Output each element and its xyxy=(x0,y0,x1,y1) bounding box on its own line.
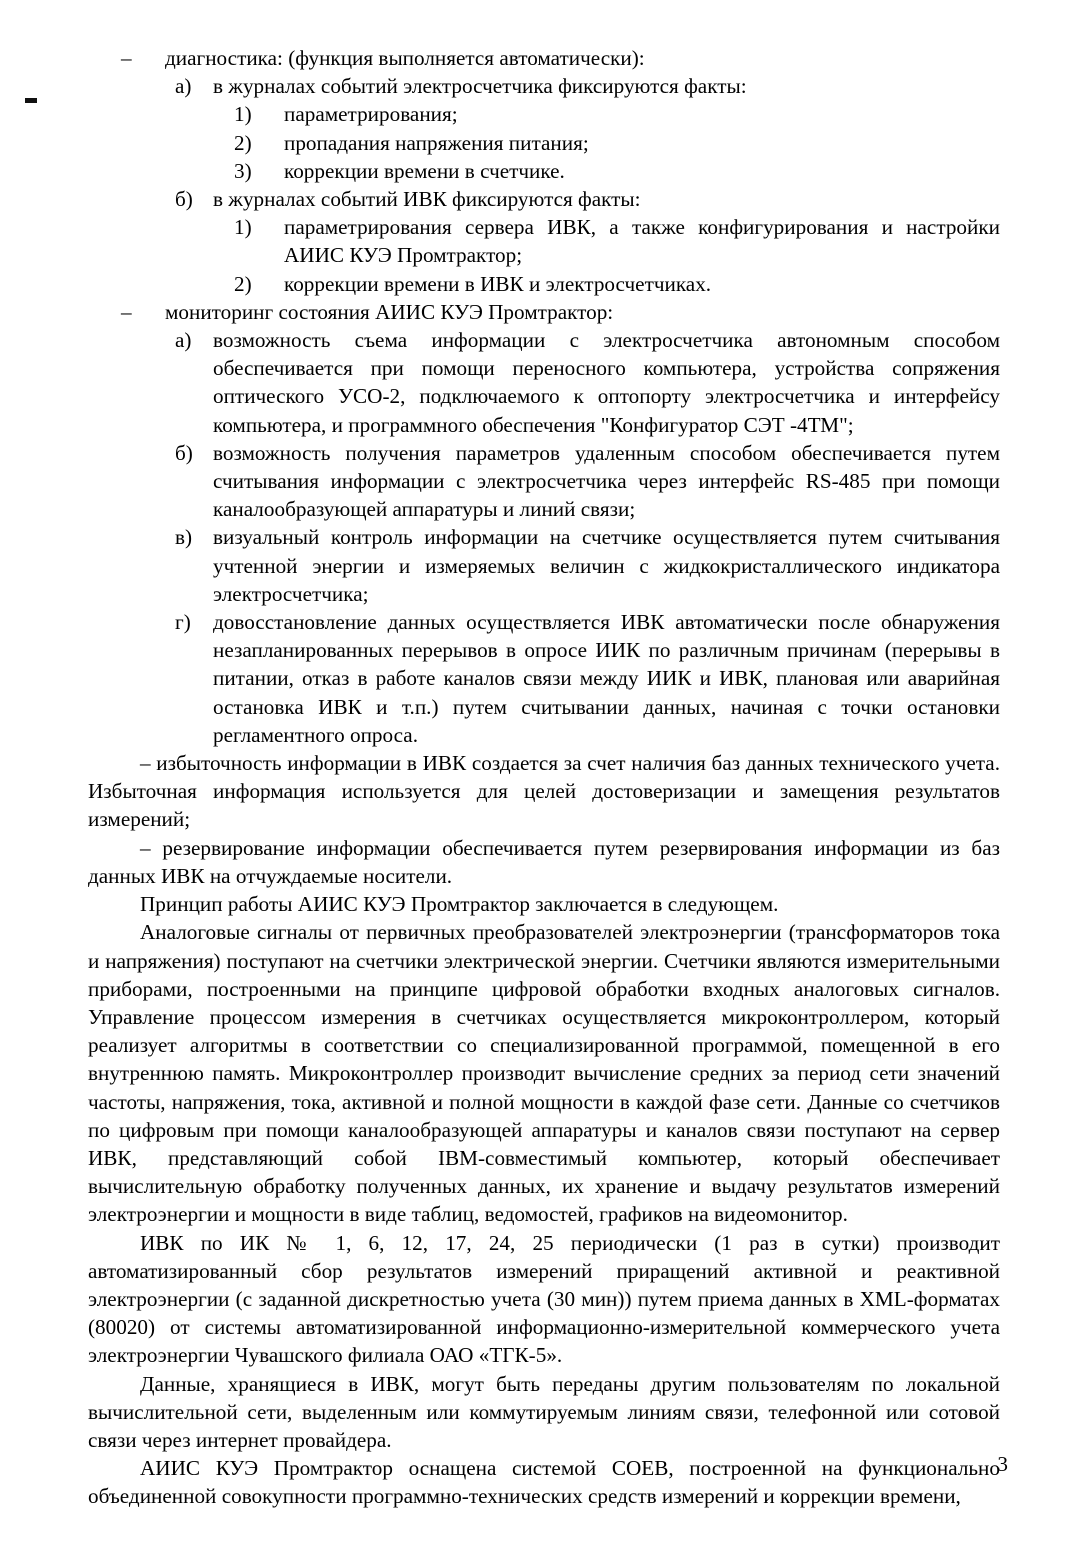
scan-artifact-mark xyxy=(25,98,37,103)
list-item-number xyxy=(88,157,1000,185)
paragraph: Принцип работы АИИС КУЭ Промтрактор заключается в следующем. xyxy=(140,892,779,917)
list-item-number xyxy=(88,270,1000,298)
list-item-text: пропадания напряжения питания; xyxy=(284,130,589,155)
list-item-text: возможность съема информации с электросчетчика автономным способом обеспечивается при помощи переносного компьютера, устройства сопряжения оптического УСО-2, подключаемого к оптопорту электросчетчика и интерфейсу компьютера, и программного обеспечения "Конфигуратор СЭТ -4ТМ"; xyxy=(213,328,1000,437)
list-item-text: мониторинг состояния АИИС КУЭ Промтрактор: xyxy=(165,299,614,324)
page-number: 3 xyxy=(997,1452,1008,1476)
list-item-text: возможность получения параметров удаленным способом обеспечивается путем считывания информации с электросчетчика через интерфейс RS-485 при помощи каналообразующей аппаратуры и линий связи; xyxy=(213,440,1000,522)
list-marker: – xyxy=(121,46,132,70)
paragraph: Данные, хранящиеся в ИВК, могут быть переданы другим пользователям по локальной вычислительной сети, выделенным или коммутируемым линиям связи, телефонной или сотовой связи через интернет провайдера. xyxy=(88,1371,1000,1452)
list-item-letter xyxy=(88,72,1000,100)
list-marker: 1) xyxy=(234,102,252,127)
list-item-letter xyxy=(88,326,1000,439)
list-item-text: параметрирования сервера ИВК, а также конфигурирования и настройки АИИС КУЭ Промтрактор; xyxy=(284,215,1000,268)
list-item-text: диагностика: (функция выполняется автоматически): xyxy=(165,46,645,70)
list-item-number xyxy=(88,100,1000,128)
paragraph-dash: – избыточность информации в ИВК создается за счет наличия баз данных технического учета. Избыточная информация используется для целей достоверизации и замещения результатов измерений; xyxy=(88,751,1000,832)
list-marker: – xyxy=(121,299,132,324)
list-marker: 2) xyxy=(234,271,252,296)
list-item-text: в журналах событий электросчетчика фиксируются факты: xyxy=(213,74,747,99)
list-item-text: коррекции времени в счетчике. xyxy=(284,158,565,183)
list-marker: г) xyxy=(175,610,191,635)
page-body xyxy=(88,44,1000,1511)
list-item-letter xyxy=(88,185,1000,213)
list-marker: 3) xyxy=(234,158,252,183)
list-item-letter xyxy=(88,608,1000,749)
list-item-text: коррекции времени в ИВК и электросчетчиках. xyxy=(284,271,712,296)
list-item-number xyxy=(88,213,1000,269)
list-item-text: параметрирования; xyxy=(284,102,458,127)
list-item-number xyxy=(88,129,1000,157)
paragraph: ИВК по ИК № 1, 6, 12, 17, 24, 25 периодически (1 раз в сутки) производит автоматизированный сбор результатов измерений приращений активной и реактивной электроэнергии (с заданной дискретностью учета (30 мин)) путем приема данных в XML-форматах (80020) от системы автоматизированной информационно-измерительной коммерческого учета электроэнергии Чувашского филиала ОАО «ТГК-5». xyxy=(88,1230,1000,1368)
list-marker: а) xyxy=(175,328,192,353)
paragraph: АИИС КУЭ Промтрактор оснащена системой СОЕВ, построенной на функционально объединенной совокупности программно-технических средств измерений и коррекции времени, xyxy=(88,1456,1000,1509)
list-marker: в) xyxy=(175,525,193,550)
list-marker: а) xyxy=(175,74,192,99)
list-item-dash xyxy=(110,44,1000,72)
list-item-dash xyxy=(110,298,1000,326)
paragraph-dash: – резервирование информации обеспечивается путем резервирования информации из баз данных ИВК на отчуждаемые носители. xyxy=(88,835,1000,888)
list-item-letter xyxy=(88,439,1000,524)
list-marker: б) xyxy=(175,187,193,212)
list-item-letter xyxy=(88,523,1000,608)
list-marker: 1) xyxy=(234,215,252,240)
list-item-text: визуальный контроль информации на счетчике осуществляется путем считывания учтенной энергии и измеряемых величин с жидкокристаллического индикатора электросчетчика; xyxy=(213,525,1000,606)
list-marker: б) xyxy=(175,440,193,465)
list-marker: 2) xyxy=(234,130,252,155)
paragraph: Аналоговые сигналы от первичных преобразователей электроэнергии (трансформаторов тока и напряжения) поступают на счетчики электрической энергии. Счетчики являются измерительными приборами, построенными на принципе цифровой обработки входных аналоговых сигналов. Управление процессом измерения в счетчиках осуществляется микроконтроллером, который реализует алгоритмы в соответствии со специализированной программой, помещенной в его внутреннюю память. Микроконтроллер производит вычисление средних за период сети значений частоты, напряжения, тока, активной и полной мощности в каждой фазе сети. Данные со счетчиков по цифровым при помощи каналообразующей аппаратуры и каналов связи поступают на сервер ИВК, представляющий собой IBM-совместимый компьютер, который обеспечивает вычислительную обработку полученных данных, их хранение и выдачу результатов измерений электроэнергии и мощности в виде таблиц, ведомостей, графиков на видеомонитор. xyxy=(88,920,1000,1227)
list-item-text: в журналах событий ИВК фиксируются факты: xyxy=(213,187,641,212)
list-item-text: довосстановление данных осуществляется ИВК автоматически после обнаружения незапланированных перерывов в опросе ИИК по различным причинам (перерывы в питании, отказ в работе каналов связи между ИИК и ИВК, плановая или аварийная остановка ИВК и т.п.) путем считывании данных, начиная с точки остановки регламентного опроса. xyxy=(213,610,1000,747)
